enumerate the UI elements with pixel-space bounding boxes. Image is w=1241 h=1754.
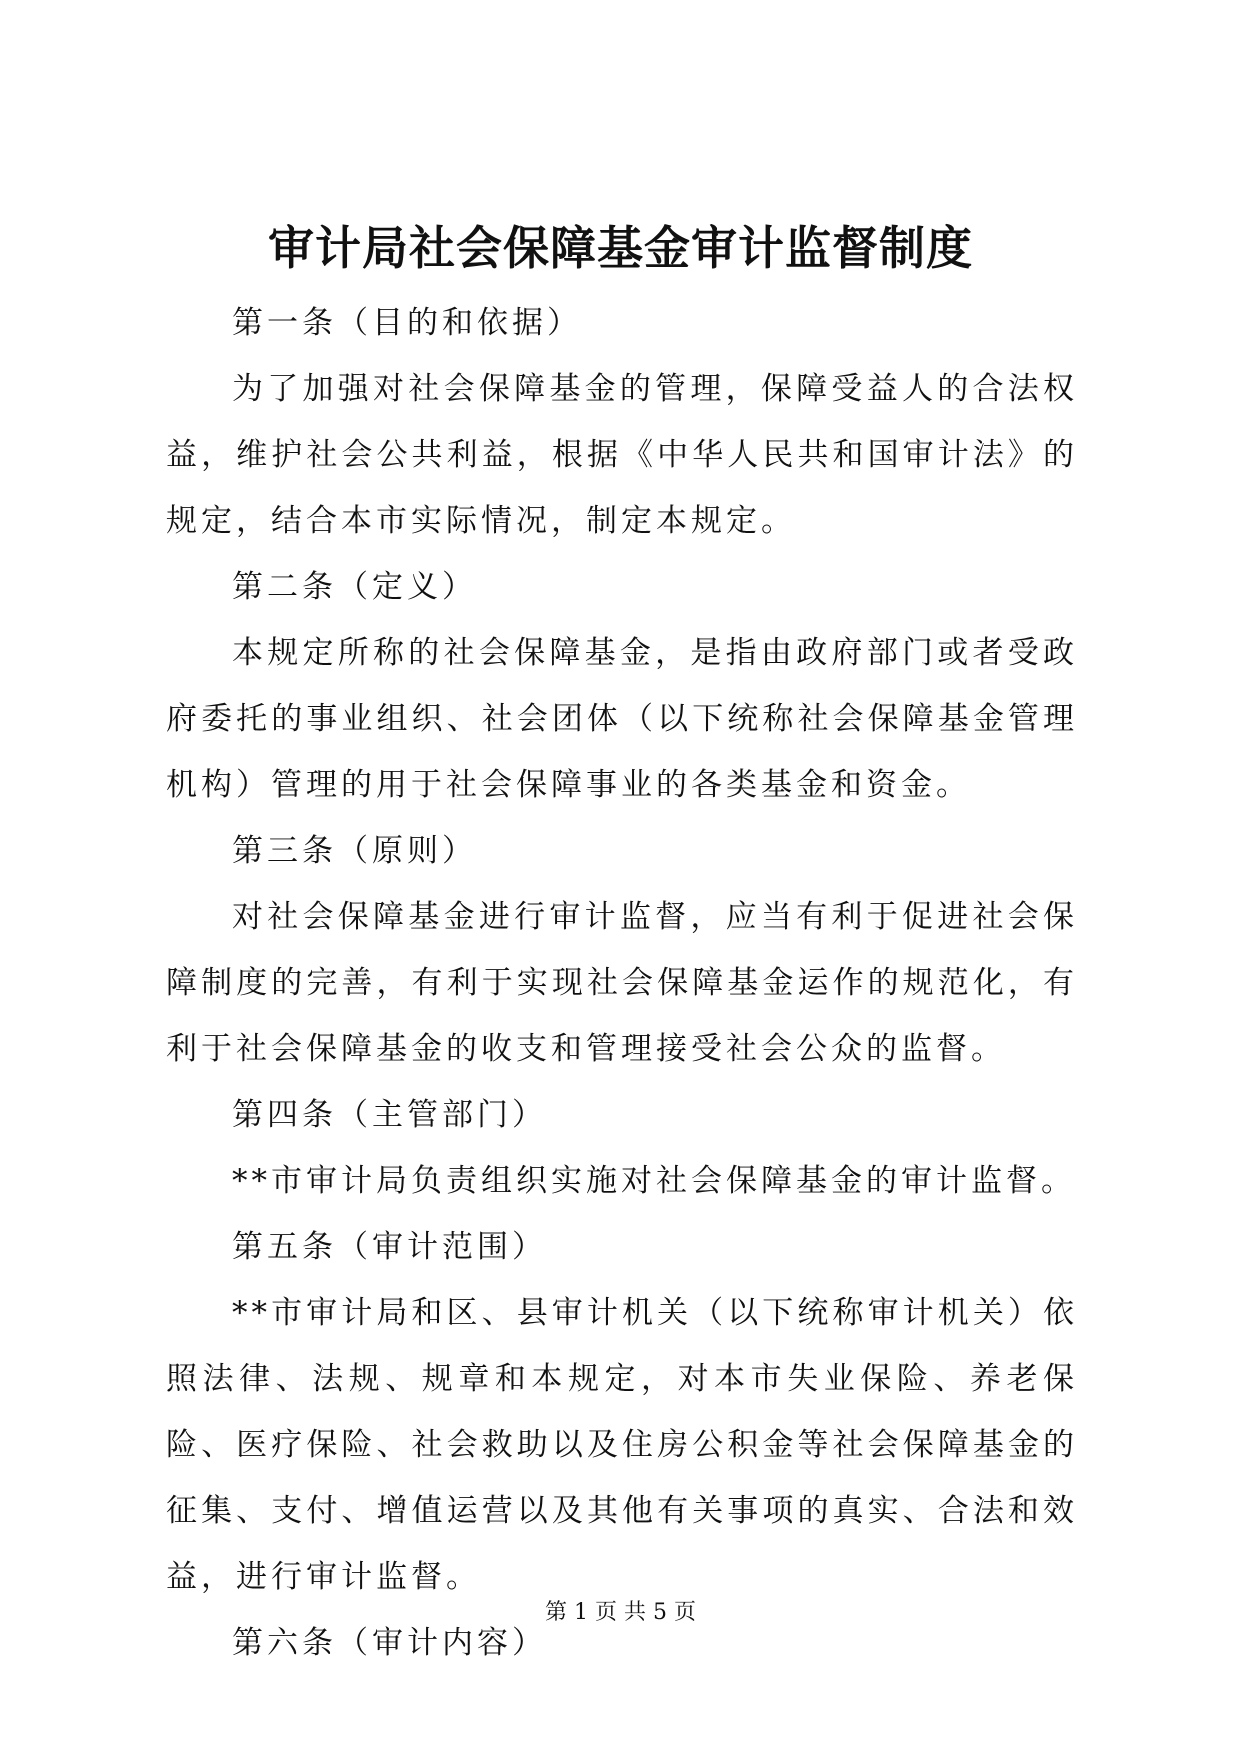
article-heading: 第一条（目的和依据） bbox=[232, 305, 582, 341]
document-title: 审计局社会保障基金审计监督制度 bbox=[268, 221, 973, 275]
article-heading: 第三条（原则） bbox=[232, 833, 477, 869]
article-paragraph: 对社会保障基金进行审计监督，应当有利于促进社会保障制度的完善，有利于实现社会保障基金运作的规范化，有利于社会保障基金的收支和管理接受社会公众的监督。 bbox=[166, 899, 1078, 1067]
article-paragraph: 为了加强对社会保障基金的管理，保障受益人的合法权益，维护社会公共利益，根据《中华人民共和国审计法》的规定，结合本市实际情况，制定本规定。 bbox=[166, 371, 1078, 539]
article-heading: 第五条（审计范围） bbox=[232, 1229, 547, 1265]
article-paragraph: **市审计局负责组织实施对社会保障基金的审计监督。 bbox=[232, 1163, 1076, 1199]
article-heading: 第四条（主管部门） bbox=[232, 1097, 547, 1133]
document-body bbox=[166, 290, 1078, 1676]
article-heading: 第二条（定义） bbox=[232, 569, 477, 605]
article-paragraph: 本规定所称的社会保障基金，是指由政府部门或者受政府委托的事业组织、社会团体（以下统称社会保障基金管理机构）管理的用于社会保障事业的各类基金和资金。 bbox=[166, 635, 1078, 803]
page-number-footer: 第 1 页 共 5 页 bbox=[545, 1600, 696, 1625]
article-paragraph: **市审计局和区、县审计机关（以下统称审计机关）依照法律、法规、规章和本规定，对本市失业保险、养老保险、医疗保险、社会救助以及住房公积金等社会保障基金的征集、支付、增值运营以及其他有关事项的真实、合法和效益，进行审计监督。 bbox=[166, 1295, 1078, 1595]
article-heading: 第六条（审计内容） bbox=[232, 1625, 547, 1661]
